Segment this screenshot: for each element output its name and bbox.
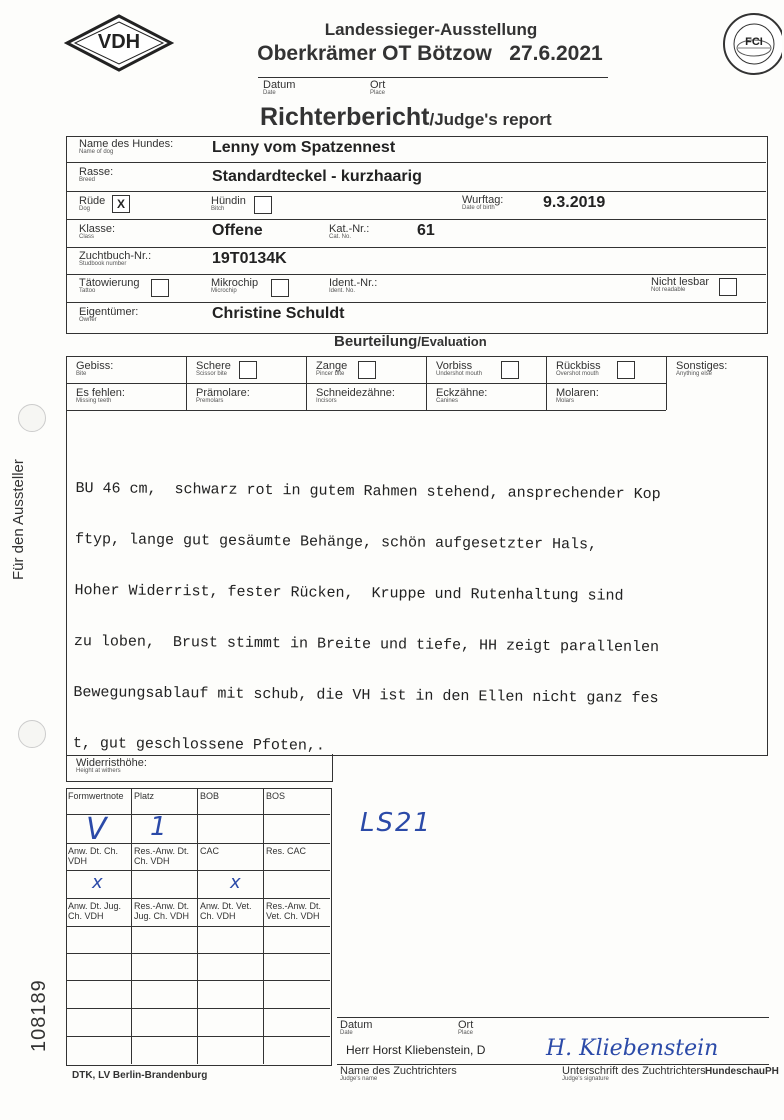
place-value: 1 (150, 812, 167, 842)
cac-mark: x (230, 872, 241, 893)
female-label: Hündin Bitch (211, 195, 246, 212)
tattoo-checkbox[interactable] (151, 279, 169, 297)
evaluation-line: zu loben, Brust stimmt in Breite und tiefe, HH zeigt parallenlen (73, 632, 660, 657)
evaluation-line: Bewegungsablauf mit schub, die VH ist in den Ellen nicht ganz fes (73, 683, 659, 708)
row-divider (66, 247, 766, 248)
youth-champion-header: Anw. Dt. Ch. VDH (68, 846, 119, 866)
premolars-label: Prämolare: Premolars (196, 387, 250, 404)
champion-mark: x (92, 872, 103, 893)
grid-row-divider (66, 953, 330, 954)
header-date-label: Datum Date (263, 79, 296, 96)
place-header: Platz (134, 791, 155, 801)
show-title: Landessieger-Ausstellung (324, 20, 538, 39)
club-name: DTK, LV Berlin-Brandenburg (72, 1070, 208, 1081)
row-divider (66, 162, 766, 163)
header-rule (258, 77, 608, 78)
height-label: Widerristhöhe: Height at withers (76, 757, 147, 774)
scissor-bite-checkbox[interactable] (239, 361, 257, 379)
junior-champion-header: Anw. Dt. Jug. Ch. VDH (68, 901, 122, 921)
grid-row-divider (66, 1008, 330, 1009)
overshot-label: Rückbiss Overshot mouth (556, 360, 601, 377)
pincer-bite-checkbox[interactable] (358, 361, 376, 379)
pincer-bite-label: Zange Pincer bite (316, 360, 348, 377)
evaluation-heading: Beurteilung/Evaluation (334, 333, 487, 350)
footer-place-label: Ort Place (458, 1019, 474, 1036)
owner-label: Eigentümer: Owner (79, 306, 139, 323)
evaluation-line: ftyp, lange gut gesäumte Behänge, schön aufgesetzter Hals, (74, 530, 598, 554)
fci-seal-text: FCI (745, 36, 763, 48)
grid-row-divider (66, 1036, 330, 1037)
teeth-col-divider (186, 356, 187, 410)
tattoo-label: Tätowierung Tattoo (79, 277, 140, 294)
evaluation-text (72, 446, 661, 792)
notreadable-checkbox[interactable] (719, 278, 737, 296)
dog-name: Lenny vom Spatzennest (212, 139, 396, 156)
exhibitor-side-label: Für den Aussteller (10, 459, 27, 580)
studbook: 19T0134K (212, 250, 287, 267)
chip-label: Mikrochip Microchip (211, 277, 259, 294)
row-divider (66, 302, 766, 303)
dob: 9.3.2019 (543, 194, 606, 211)
judge-signature: H. Kliebenstein (546, 1036, 719, 1061)
class: Offene (212, 222, 263, 239)
catno: 61 (417, 222, 435, 239)
catno-label: Kat.-Nr.: Cat. No. (329, 223, 370, 240)
res-champion-header: Res.-Anw. Dt. Ch. VDH (134, 846, 190, 866)
row-divider (66, 191, 766, 192)
notreadable-label: Nicht lesbar Not readable (651, 276, 710, 293)
class-label: Klasse: Class (79, 223, 116, 240)
grid-row-divider (66, 926, 330, 927)
grid-row-divider (66, 870, 330, 871)
show-place-date: Oberkrämer OT Bötzow 27.6.2021 (257, 42, 603, 65)
vdh-logo-text: VDH (97, 31, 141, 53)
res-cac-header: Res. CAC (266, 846, 307, 856)
judge-name-label: Name des Zuchtrichters Judge's name (340, 1065, 457, 1082)
fci-seal-ring-text (720, 70, 782, 80)
other-label: Sonstiges: Anything else (676, 360, 728, 377)
scissor-bite-label: Schere Scissor bite (196, 360, 231, 377)
undershot-checkbox[interactable] (501, 361, 519, 379)
signature-label: Unterschrift des Zuchtrichters Judge's signature (562, 1065, 706, 1082)
dog-name-label: Name des Hundes: Name of dog (79, 138, 174, 155)
punch-hole (18, 720, 46, 748)
veteran-champion-header: Anw. Dt. Vet. Ch. VDH (200, 901, 252, 921)
undershot-label: Vorbiss Undershot mouth (436, 360, 483, 377)
breed: Standardteckel - kurzhaarig (212, 168, 422, 185)
grid-row-divider (66, 898, 330, 899)
teeth-col-divider (306, 356, 307, 410)
male-label: Rüde Dog (79, 195, 106, 212)
judge-name: Herr Horst Kliebenstein, D (346, 1043, 486, 1057)
studbook-label: Zuchtbuch-Nr.: Studbook number (79, 250, 152, 267)
teeth-col-divider (426, 356, 427, 410)
overshot-checkbox[interactable] (617, 361, 635, 379)
punch-hole (18, 404, 46, 432)
missing-teeth-label: Es fehlen: Missing teeth (76, 387, 125, 404)
header-place-label: Ort Place (370, 79, 386, 96)
dob-label: Wurftag: Date of birth (462, 194, 504, 211)
teeth-col-divider (546, 356, 547, 410)
serial-number: 108189 (28, 979, 50, 1052)
teeth-row-divider (66, 410, 666, 411)
male-checkbox[interactable]: X (112, 195, 130, 213)
row-divider (66, 274, 766, 275)
canines-label: Eckzähne: Canines (436, 387, 488, 404)
chip-checkbox[interactable] (271, 279, 289, 297)
row-divider (66, 219, 766, 220)
footer-top-rule (337, 1017, 769, 1018)
evaluation-line: t, gut geschlossene Pfoten,. (72, 734, 326, 755)
report-title: Richterbericht/Judge's report (260, 103, 552, 131)
teeth-col-divider (666, 356, 667, 410)
footer-date-label: Datum Date (340, 1019, 373, 1036)
molars-label: Molaren: Molars (556, 387, 599, 404)
female-checkbox[interactable] (254, 196, 272, 214)
cac-header: CAC (200, 846, 220, 856)
grade-header: Formwertnote (68, 791, 124, 801)
res-veteran-champion-header: Res.-Anw. Dt. Vet. Ch. VDH (266, 901, 322, 921)
ident-label: Ident.-Nr.: Ident. No. (329, 277, 378, 294)
grid-row-divider (66, 980, 330, 981)
evaluation-line: BU 46 cm, schwarz rot in gutem Rahmen stehend, ansprechender Kop (75, 479, 661, 504)
res-junior-champion-header: Res.-Anw. Dt. Jug. Ch. VDH (134, 901, 190, 921)
breed-label: Rasse: Breed (79, 166, 114, 183)
grade-value: V (86, 812, 107, 847)
teeth-row-divider (66, 383, 666, 384)
incisors-label: Schneidezähne: Incisors (316, 387, 395, 404)
bos-header: BOS (266, 791, 286, 801)
show-label: HundeschauPH (705, 1066, 779, 1077)
bite-label: Gebiss: Bite (76, 360, 114, 377)
owner: Christine Schuldt (212, 305, 345, 322)
bob-header: BOB (200, 791, 220, 801)
handwritten-note: LS21 (360, 808, 433, 838)
evaluation-line: Hoher Widerrist, fester Rücken, Kruppe und Rutenhaltung sind (74, 581, 624, 605)
